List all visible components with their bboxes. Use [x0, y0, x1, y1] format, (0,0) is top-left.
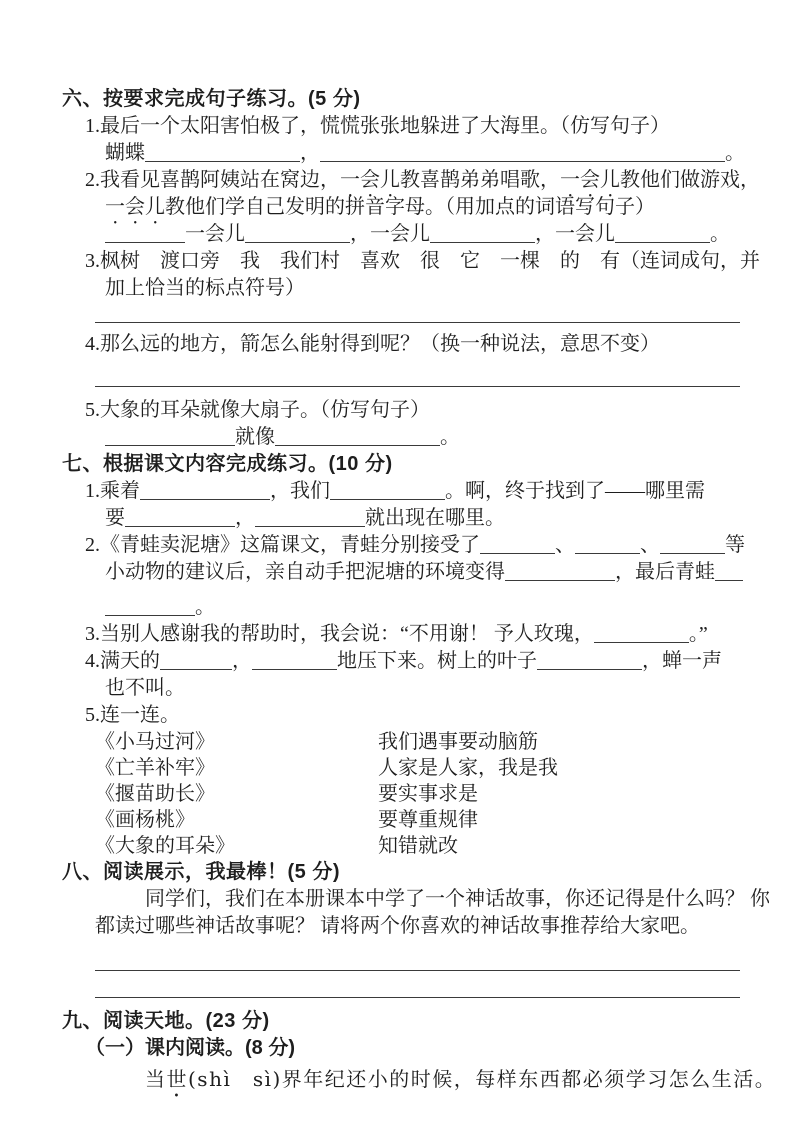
answer-blank — [615, 224, 710, 243]
match-row — [95, 807, 740, 833]
answer-blank — [145, 143, 300, 162]
match-left-item: 《揠苗助长》 — [95, 783, 215, 805]
punctuation: 。 — [710, 223, 730, 245]
question-text: ，最后青蛙 — [615, 561, 715, 583]
answer-rule-line — [95, 306, 740, 323]
sec6-q2-line1 — [85, 167, 760, 194]
answer-text: 就像 — [235, 426, 275, 448]
match-left-item: 《小马过河》 — [95, 731, 215, 753]
question-text: 2.我看见喜鹊阿姨站在窝边， — [85, 169, 340, 191]
sec6-q5-prompt: 5.大象的耳朵就像大扇子。（仿写句子） — [85, 399, 430, 421]
section-8-heading: 八、阅读展示，我最棒！(5 分) — [62, 861, 340, 883]
emphasized-word: 一会儿 — [340, 169, 400, 191]
sec7-q4-line1 — [85, 648, 740, 675]
question-text: 。啊，终于找到了——哪里需 — [445, 480, 705, 502]
answer-blank — [330, 481, 445, 500]
answer-blank — [594, 624, 689, 643]
answer-blank — [505, 562, 615, 581]
sec9-subsection-heading: （一）课内阅读。(8 分) — [85, 1037, 295, 1059]
answer-blank — [105, 224, 185, 243]
question-text: 就出现在哪里。 — [365, 507, 505, 529]
answer-blank — [320, 143, 725, 162]
answer-blank — [715, 562, 743, 581]
sec7-q3-prompt — [85, 621, 740, 648]
punctuation: ， — [300, 142, 320, 164]
sec7-q2-line2 — [105, 559, 740, 586]
sec6-q2-line2 — [105, 194, 740, 221]
match-row — [95, 729, 740, 755]
question-text: 要 — [105, 507, 125, 529]
sec7-q4-line2: 也不叫。 — [105, 677, 185, 699]
question-text: 4.满天的 — [85, 650, 160, 672]
question-text: ，我们 — [270, 480, 330, 502]
punctuation: 。 — [725, 142, 745, 164]
question-text: 教他们学自己发明的拼音字母。（用加点的词语写句子） — [165, 196, 655, 218]
sec7-q1-line1 — [85, 478, 740, 505]
question-text: 小动物的建议后，亲自动手把泥塘的环境变得 — [105, 561, 505, 583]
emphasized-word: 一会儿 — [560, 169, 620, 191]
question-text: 教他们做游戏， — [620, 169, 760, 191]
sec6-q5-answer-line — [105, 424, 740, 451]
answer-blank — [105, 597, 195, 616]
answer-blank — [275, 427, 440, 446]
answer-rule-line — [95, 983, 740, 998]
section-9-heading: 九、阅读天地。(23 分) — [62, 1010, 270, 1032]
answer-blank — [255, 508, 365, 527]
sec6-q4-prompt: 4.那么远的地方，箭怎么能射得到呢？（换一种说法，意思不变） — [85, 333, 660, 355]
sec7-q2-line3 — [105, 594, 740, 621]
sec7-q5-label: 5.连一连。 — [85, 704, 180, 726]
reading-passage — [145, 1066, 777, 1093]
answer-blank — [105, 427, 235, 446]
emphasized-word: 一会儿 — [105, 196, 165, 218]
passage-text: 当 — [145, 1067, 167, 1091]
answer-blank — [160, 651, 232, 670]
answer-blank — [125, 508, 235, 527]
passage-text: (shì sì)界年纪还小的时候，每样东西都必须学习怎么生活。 — [188, 1067, 777, 1091]
match-row — [95, 755, 740, 781]
answer-blank — [140, 481, 270, 500]
answer-text: 一会儿 — [185, 223, 245, 245]
sec7-q1-line2 — [105, 505, 740, 532]
match-left-item: 《大象的耳朵》 — [95, 835, 235, 857]
match-left-item: 《画杨桃》 — [95, 809, 195, 831]
punctuation: 。” — [688, 623, 708, 645]
answer-rule-line — [95, 956, 740, 971]
question-text: 地压下来。树上的叶子 — [337, 650, 537, 672]
match-right-item: 我们遇事要动脑筋 — [378, 731, 538, 753]
answer-blank — [537, 651, 642, 670]
sec6-q1-answer-line — [105, 140, 745, 167]
question-text: 1.乘着 — [85, 480, 140, 502]
section-7-heading: 七、根据课文内容完成练习。(10 分) — [62, 453, 393, 475]
match-row — [95, 833, 740, 859]
answer-blank — [660, 535, 725, 554]
punctuation: 。 — [440, 426, 460, 448]
sec6-q3-line1: 3.枫树 渡口旁 我 我们村 喜欢 很 它 一棵 的 有（连词成句，并 — [85, 250, 760, 272]
match-right-item: 要实事求是 — [378, 783, 478, 805]
match-right-item: 要尊重规律 — [378, 809, 478, 831]
punctuation: ， — [232, 650, 252, 672]
question-text: 教喜鹊弟弟唱歌， — [400, 169, 560, 191]
answer-text: ，一会儿 — [350, 223, 430, 245]
answer-blank — [575, 535, 640, 554]
answer-blank — [430, 224, 535, 243]
emphasized-word: 世 — [166, 1067, 188, 1091]
question-text: 3.当别人感谢我的帮助时，我会说：“不用谢！ 予人玫瑰， — [85, 623, 594, 645]
match-right-item: 人家是人家，我是我 — [378, 757, 558, 779]
answer-blank — [252, 651, 337, 670]
section-6-heading: 六、按要求完成句子练习。(5 分) — [62, 88, 361, 110]
question-text: ，蝉一声 — [642, 650, 722, 672]
sec8-paragraph-line1: 同学们，我们在本册课本中学了一个神话故事，你还记得是什么吗？ 你 — [145, 888, 770, 910]
match-right-item: 知错就改 — [378, 835, 458, 857]
punctuation: 、 — [555, 534, 575, 556]
sec6-q1-answer-prefix: 蝴蝶 — [105, 142, 145, 164]
answer-blank — [245, 224, 350, 243]
punctuation: 、 — [640, 534, 660, 556]
answer-text: ，一会儿 — [535, 223, 615, 245]
sec6-q1-prompt: 1.最后一个太阳害怕极了，慌慌张张地躲进了大海里。（仿写句子） — [85, 115, 670, 137]
sec6-q2-answer-line — [105, 221, 740, 248]
sec6-q3-line2: 加上恰当的标点符号） — [105, 277, 305, 299]
sec8-paragraph-line2: 都读过哪些神话故事呢？ 请将两个你喜欢的神话故事推荐给大家吧。 — [95, 915, 700, 937]
question-text: 等 — [725, 534, 745, 556]
sec7-q2-line1 — [85, 532, 745, 559]
match-left-item: 《亡羊补牢》 — [95, 757, 215, 779]
answer-blank — [480, 535, 555, 554]
match-row — [95, 781, 740, 807]
answer-rule-line — [95, 370, 740, 387]
punctuation: ， — [235, 507, 255, 529]
question-text: 2.《青蛙卖泥塘》这篇课文，青蛙分别接受了 — [85, 534, 480, 556]
punctuation: 。 — [195, 596, 215, 618]
